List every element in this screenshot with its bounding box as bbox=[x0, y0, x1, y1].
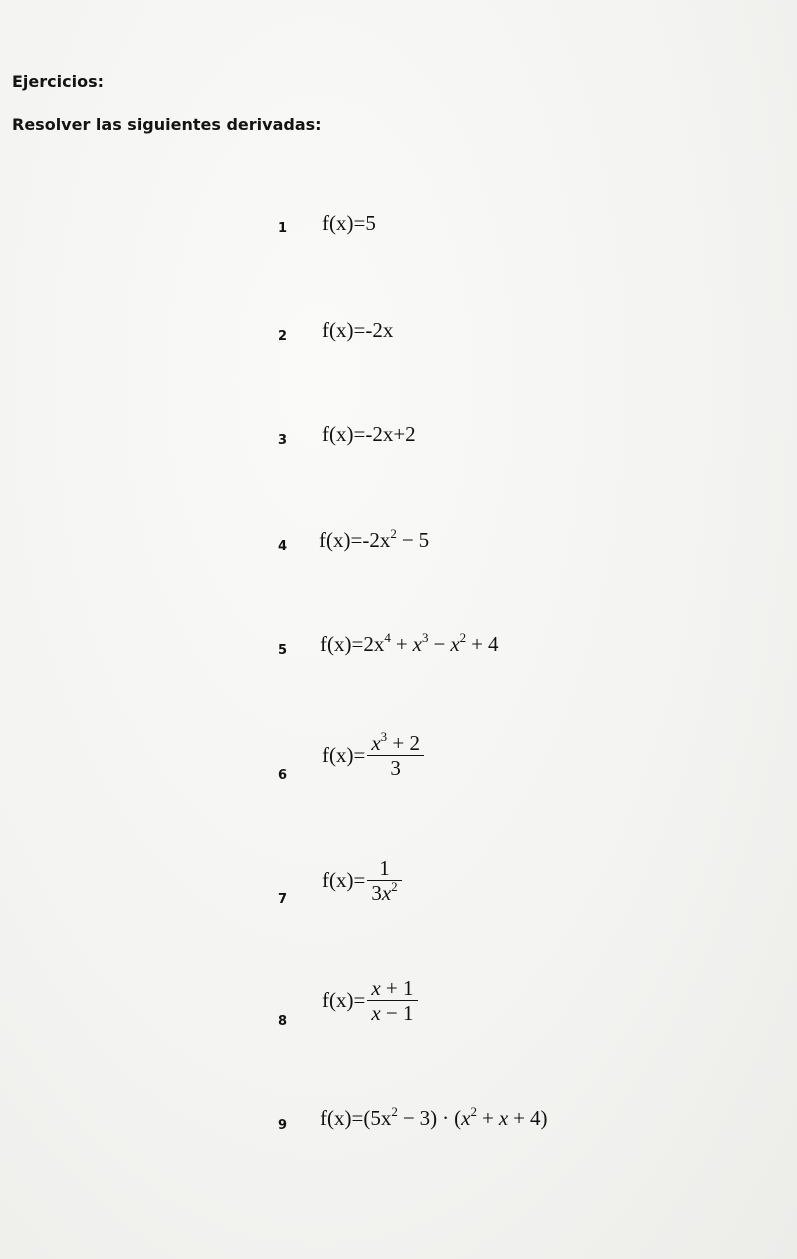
exercise-expression: f(x)=-2x bbox=[322, 318, 394, 342]
fraction: $\frac{x + 1}{x - 1}$ bbox=[367, 976, 417, 1025]
exercise-expression: f(x)= $\frac{x + 1}{x - 1}$ bbox=[322, 976, 418, 1025]
exercise-expression: f(x)= $\frac{x^3 + 2}{3}$ bbox=[322, 731, 424, 780]
exercise-number: 2 bbox=[278, 329, 288, 344]
exercise-number: 5 bbox=[278, 643, 288, 658]
exercise-item bbox=[0, 1105, 797, 1165]
exercise-number: 7 bbox=[278, 892, 288, 907]
exercise-expression: $f(x)=(5x^2 - 3) \cdot (x^2 + x + 4)$ bbox=[320, 1104, 548, 1130]
exercise-expression: f(x)= $\frac{1}{3x^2}$ bbox=[322, 856, 402, 905]
exercise-number: 9 bbox=[278, 1118, 288, 1133]
exercise-item bbox=[0, 527, 797, 587]
section-heading: Ejercicios: bbox=[12, 72, 105, 91]
exercise-number: 1 bbox=[278, 221, 288, 236]
exercise-item bbox=[0, 421, 797, 481]
instruction-text: Resolver las siguientes derivadas: bbox=[12, 115, 322, 134]
exercise-item bbox=[0, 856, 797, 916]
exercise-item bbox=[0, 205, 797, 265]
exercise-expression: $f(x)=-2x^2 - 5$ bbox=[319, 526, 430, 552]
exercise-item bbox=[0, 725, 797, 785]
fraction: $\frac{x^3 + 2}{3}$ bbox=[367, 731, 424, 780]
exercise-number: 8 bbox=[278, 1014, 288, 1029]
exercise-item bbox=[0, 976, 797, 1036]
exercise-item bbox=[0, 314, 797, 374]
exercise-number: 4 bbox=[278, 539, 288, 554]
exercise-expression: f(x)=-2x+2 bbox=[322, 422, 416, 446]
exercise-expression: $f(x)=2x^4 + x^3 - x^2 + 4$ bbox=[320, 630, 499, 656]
exercise-number: 3 bbox=[278, 433, 288, 448]
exercise-expression: f(x)=5 bbox=[322, 211, 376, 235]
fraction: $\frac{1}{3x^2}$ bbox=[367, 856, 401, 905]
exercise-item bbox=[0, 630, 797, 690]
exercise-number: 6 bbox=[278, 768, 288, 783]
